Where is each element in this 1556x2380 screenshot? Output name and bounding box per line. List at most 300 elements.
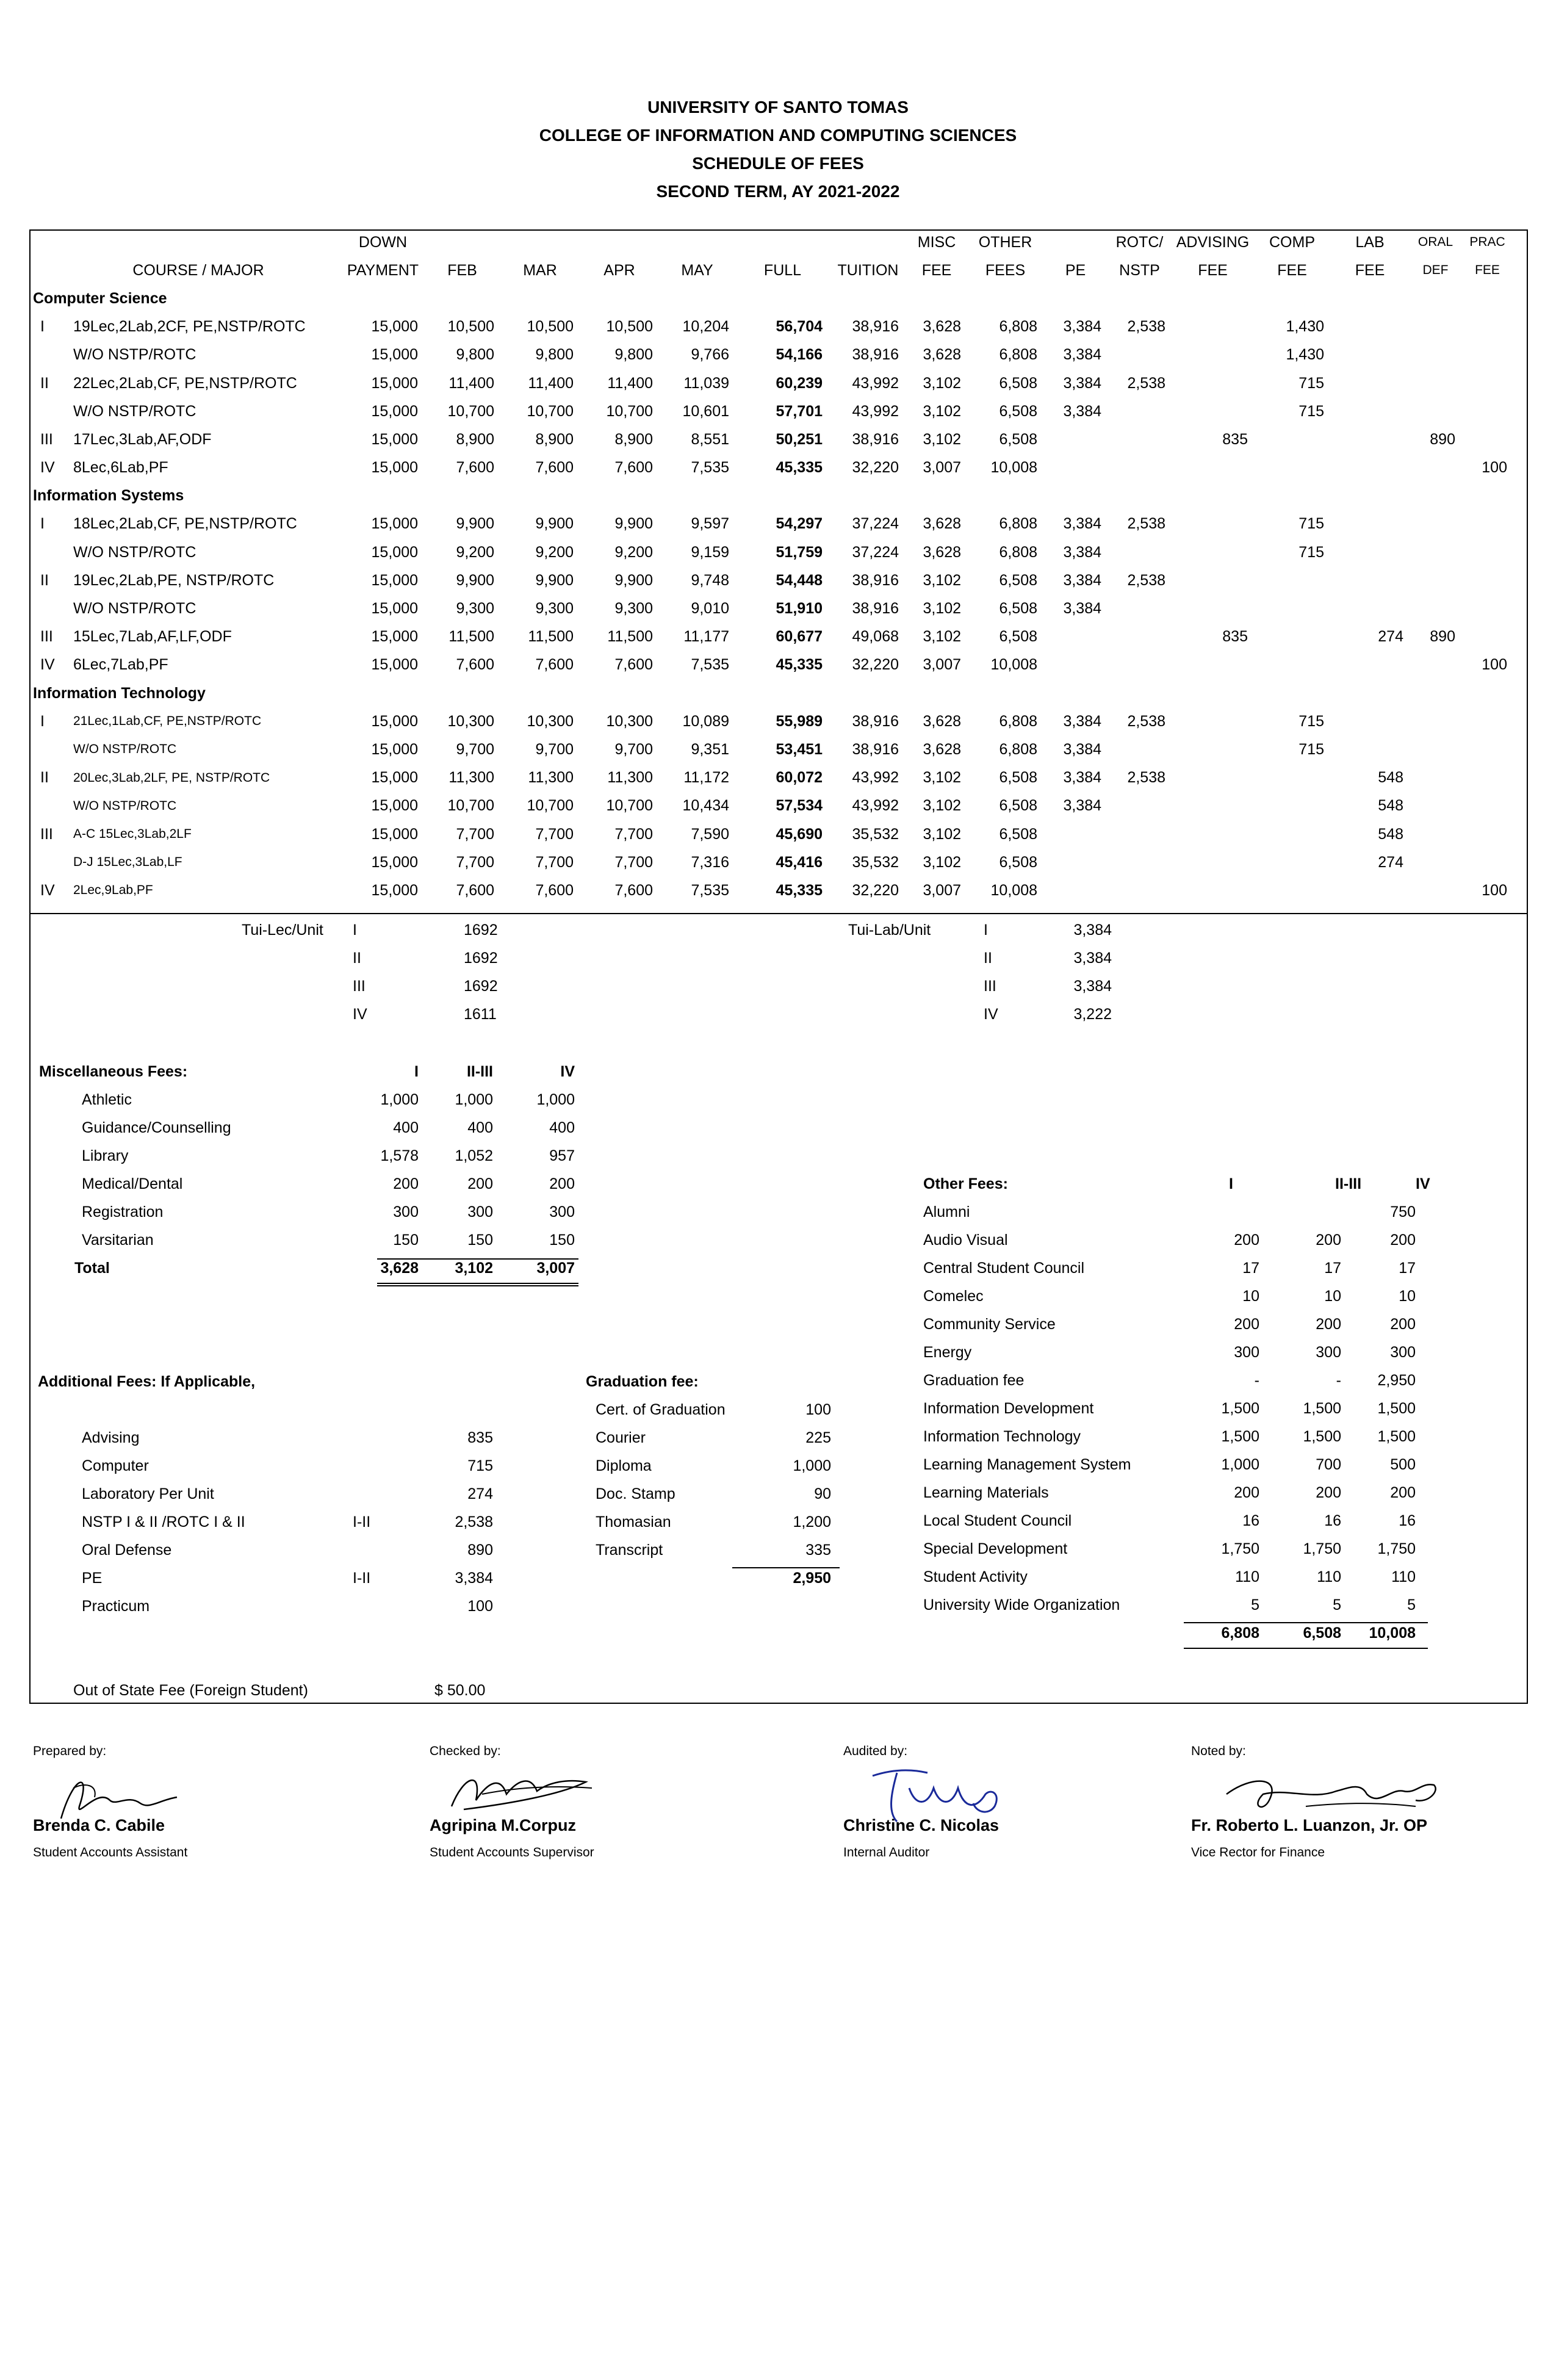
- course-cell: W/O NSTP/ROTC: [73, 742, 177, 757]
- oral-cell: 890: [1430, 430, 1455, 448]
- signatory-position: Student Accounts Assistant: [33, 1845, 188, 1859]
- lab-cell: [1330, 538, 1410, 566]
- additional-fee-name: PE: [82, 1570, 103, 1587]
- other-col-header: I: [1229, 1175, 1233, 1192]
- table-row: [31, 651, 1513, 679]
- oral-cell: [1410, 792, 1461, 820]
- other-fee-value: 200: [1234, 1316, 1259, 1333]
- apr-cell: 7,700: [614, 853, 653, 871]
- other-cell: 6,508: [999, 571, 1037, 589]
- apr-cell: 10,500: [606, 318, 653, 336]
- down-cell: 15,000: [371, 571, 418, 589]
- lab-cell: [1330, 651, 1410, 679]
- other-fee-value: 1,500: [1377, 1400, 1416, 1417]
- apr-cell: 10,700: [606, 797, 653, 815]
- lec-rate: 1692: [464, 950, 498, 967]
- prac-cell: [1461, 735, 1513, 763]
- may-cell: 9,766: [691, 346, 729, 364]
- misc-fee-value: 150: [549, 1231, 575, 1249]
- tuition-cell: 35,532: [852, 825, 899, 843]
- down-cell: 15,000: [371, 515, 418, 533]
- additional-fee-year: I-II: [353, 1570, 371, 1587]
- column-header: FEES: [985, 261, 1026, 279]
- table-row: [31, 735, 1513, 763]
- misc-fee-name: Medical/Dental: [82, 1175, 183, 1192]
- misc-total-value: 3,628: [380, 1260, 419, 1277]
- misc-fee-value: 300: [549, 1203, 575, 1221]
- rotc-cell: [1108, 594, 1172, 622]
- table-header-row: [31, 228, 1513, 256]
- adv-cell: [1172, 313, 1254, 341]
- feb-cell: 9,900: [456, 571, 494, 589]
- mar-cell: 7,700: [535, 853, 574, 871]
- apr-cell: 9,700: [614, 740, 653, 758]
- table-row: [31, 876, 1513, 904]
- misc-cell: 3,628: [923, 740, 961, 758]
- full-cell: 53,451: [776, 740, 823, 758]
- column-header: [500, 228, 580, 256]
- tui-lec-label: Tui-Lec/Unit: [242, 921, 323, 939]
- column-header: PRAC: [1469, 235, 1505, 250]
- tuition-cell: 38,916: [852, 600, 899, 618]
- other-fee-value: 750: [1390, 1203, 1416, 1221]
- oral-cell: [1410, 820, 1461, 848]
- down-cell: 15,000: [371, 600, 418, 618]
- additional-fee-name: NSTP I & II /ROTC I & II: [82, 1513, 245, 1531]
- other-cell: 6,508: [999, 374, 1037, 392]
- tuition-cell: 43,992: [852, 769, 899, 787]
- other-fee-value: 2,950: [1377, 1372, 1416, 1389]
- feb-cell: 9,200: [456, 543, 494, 561]
- graduation-item-name: Courier: [596, 1429, 646, 1446]
- column-header: PAYMENT: [347, 261, 419, 279]
- lab-year: III: [984, 978, 996, 995]
- pe-cell: 3,384: [1063, 374, 1101, 392]
- misc-total-rule-double: [377, 1285, 578, 1286]
- down-cell: 15,000: [371, 740, 418, 758]
- other-fee-name: University Wide Organization: [923, 1596, 1120, 1614]
- graduation-item-name: Diploma: [596, 1457, 652, 1474]
- may-cell: 11,172: [683, 769, 729, 787]
- rotc-cell: 2,538: [1127, 769, 1165, 787]
- column-header: [424, 228, 500, 256]
- feb-cell: 9,800: [456, 346, 494, 364]
- mar-cell: 9,200: [535, 543, 574, 561]
- down-cell: 15,000: [371, 769, 418, 787]
- tuition-cell: 38,916: [852, 571, 899, 589]
- other-fee-value: 17: [1399, 1260, 1416, 1277]
- rotc-cell: 2,538: [1127, 712, 1165, 730]
- other-fee-value: 10: [1324, 1288, 1341, 1305]
- additional-fee-name: Laboratory Per Unit: [82, 1485, 214, 1502]
- graduation-item-value: 1,200: [793, 1513, 831, 1531]
- full-cell: 57,701: [776, 402, 823, 420]
- column-header: MISC: [917, 233, 956, 251]
- section-title: Computer Science: [33, 289, 167, 307]
- column-header: NSTP: [1119, 261, 1160, 279]
- course-cell: W/O NSTP/ROTC: [73, 600, 196, 618]
- other-fee-name: Local Student Council: [923, 1512, 1072, 1529]
- may-cell: 9,159: [691, 543, 729, 561]
- year-level: I: [40, 515, 45, 533]
- column-header: MAR: [523, 261, 557, 279]
- lab-cell: [1330, 341, 1410, 369]
- other-fee-value: 10: [1242, 1288, 1259, 1305]
- full-cell: 45,335: [776, 656, 823, 674]
- down-cell: 15,000: [371, 797, 418, 815]
- year-level: [31, 341, 55, 369]
- misc-cell: 3,102: [923, 628, 961, 646]
- course-cell: 18Lec,2Lab,CF, PE,NSTP/ROTC: [73, 515, 297, 533]
- other-total-value: 6,508: [1303, 1625, 1341, 1642]
- other-fee-value: 1,750: [1377, 1540, 1416, 1557]
- misc-col-header: IV: [560, 1063, 575, 1080]
- course-cell: 22Lec,2Lab,CF, PE,NSTP/ROTC: [73, 374, 297, 392]
- other-fee-value: 200: [1390, 1231, 1416, 1249]
- pe-cell: 3,384: [1063, 769, 1101, 787]
- apr-cell: 9,900: [614, 571, 653, 589]
- table-row: [31, 707, 1513, 735]
- other-fee-name: Information Development: [923, 1400, 1094, 1417]
- prac-cell: [1461, 510, 1513, 538]
- lec-year: IV: [353, 1006, 367, 1023]
- rotc-cell: [1108, 341, 1172, 369]
- misc-total-value: 3,007: [536, 1260, 575, 1277]
- misc-fee-value: 300: [467, 1203, 493, 1221]
- apr-cell: 7,600: [614, 459, 653, 477]
- comp-cell: [1254, 651, 1330, 679]
- lab-rate: 3,384: [1073, 921, 1112, 939]
- table-row: [31, 313, 1513, 341]
- misc-fees-title: Miscellaneous Fees:: [39, 1063, 188, 1080]
- full-cell: 54,166: [776, 346, 823, 364]
- table-row: [31, 425, 1513, 453]
- year-level: IV: [40, 459, 55, 477]
- tuition-cell: 35,532: [852, 853, 899, 871]
- tuition-cell: 38,916: [852, 430, 899, 448]
- other-cell: 10,008: [990, 881, 1037, 899]
- tuition-cell: 32,220: [852, 881, 899, 899]
- pe-cell: [1043, 651, 1108, 679]
- additional-fee-name: Oral Defense: [82, 1542, 172, 1559]
- misc-cell: 3,102: [923, 402, 961, 420]
- may-cell: 7,535: [691, 881, 729, 899]
- pe-cell: 3,384: [1063, 740, 1101, 758]
- misc-cell: 3,628: [923, 712, 961, 730]
- down-cell: 15,000: [371, 402, 418, 420]
- fees-table: [31, 228, 1513, 905]
- graduation-item-name: Cert. of Graduation: [596, 1401, 726, 1418]
- other-total-rule-top: [1184, 1622, 1428, 1623]
- tuition-cell: 49,068: [852, 628, 899, 646]
- comp-cell: [1254, 848, 1330, 876]
- table-row: [31, 594, 1513, 622]
- misc-fee-name: Guidance/Counselling: [82, 1119, 231, 1136]
- rotc-cell: [1108, 820, 1172, 848]
- prac-cell: [1461, 792, 1513, 820]
- year-level: II: [40, 769, 49, 787]
- pe-cell: [1043, 454, 1108, 482]
- prac-cell: [1461, 313, 1513, 341]
- lab-year: I: [984, 921, 988, 939]
- lab-cell: 274: [1378, 853, 1403, 871]
- oral-cell: [1410, 764, 1461, 792]
- signatory-position: Vice Rector for Finance: [1191, 1845, 1325, 1859]
- rotc-cell: [1108, 397, 1172, 425]
- other-fee-name: Learning Management System: [923, 1456, 1131, 1473]
- comp-cell: [1254, 623, 1330, 651]
- other-fee-value: 300: [1234, 1344, 1259, 1361]
- course-cell: 8Lec,6Lab,PF: [73, 459, 168, 477]
- other-cell: 6,508: [999, 402, 1037, 420]
- comp-cell: 715: [1298, 740, 1324, 758]
- other-fee-value: 700: [1316, 1456, 1341, 1473]
- additional-fee-value: 715: [467, 1457, 493, 1474]
- other-fee-value: 17: [1324, 1260, 1341, 1277]
- pe-cell: 3,384: [1063, 571, 1101, 589]
- apr-cell: 9,900: [614, 515, 653, 533]
- mar-cell: 7,600: [535, 459, 574, 477]
- column-header: ORAL: [1417, 235, 1453, 250]
- year-level: IV: [40, 656, 55, 674]
- rotc-cell: [1108, 454, 1172, 482]
- other-fee-value: 300: [1316, 1344, 1341, 1361]
- comp-cell: [1254, 594, 1330, 622]
- other-fee-value: 200: [1390, 1484, 1416, 1501]
- may-cell: 10,204: [682, 318, 729, 336]
- misc-fee-value: 1,052: [455, 1147, 493, 1164]
- column-header: FEE: [1475, 263, 1500, 278]
- course-cell: 2Lec,9Lab,PF: [73, 883, 153, 898]
- lec-rate: 1611: [464, 1006, 497, 1023]
- signature-scribble-nicolas: [854, 1751, 1013, 1831]
- feb-cell: 7,600: [456, 459, 494, 477]
- feb-cell: 11,300: [448, 769, 494, 787]
- other-fee-value: 200: [1316, 1316, 1341, 1333]
- full-cell: 60,072: [776, 769, 823, 787]
- comp-cell: 715: [1298, 712, 1324, 730]
- additional-fee-year: I-II: [353, 1513, 371, 1531]
- comp-cell: 715: [1298, 543, 1324, 561]
- oral-cell: [1410, 651, 1461, 679]
- column-header: [580, 228, 659, 256]
- may-cell: 10,434: [682, 797, 729, 815]
- other-fee-name: Special Development: [923, 1540, 1068, 1557]
- misc-cell: 3,102: [923, 430, 961, 448]
- may-cell: 7,535: [691, 656, 729, 674]
- graduation-total-value: 2,950: [793, 1570, 831, 1587]
- tuition-cell: 43,992: [852, 797, 899, 815]
- graduation-item-name: Transcript: [596, 1542, 663, 1559]
- down-cell: 15,000: [371, 459, 418, 477]
- course-cell: 17Lec,3Lab,AF,ODF: [73, 430, 212, 448]
- prac-cell: [1461, 820, 1513, 848]
- course-cell: 15Lec,7Lab,AF,LF,ODF: [73, 628, 232, 646]
- may-cell: 9,351: [691, 740, 729, 758]
- down-cell: 15,000: [371, 374, 418, 392]
- lab-rate: 3,222: [1073, 1006, 1112, 1023]
- misc-fee-value: 400: [467, 1119, 493, 1136]
- feb-cell: 11,500: [448, 628, 494, 646]
- other-cell: 6,808: [999, 318, 1037, 336]
- misc-fee-value: 300: [393, 1203, 419, 1221]
- apr-cell: 10,700: [606, 402, 653, 420]
- misc-fee-name: Registration: [82, 1203, 164, 1221]
- misc-cell: 3,102: [923, 600, 961, 618]
- lab-cell: [1330, 566, 1410, 594]
- rotc-cell: [1108, 848, 1172, 876]
- rotc-cell: [1108, 792, 1172, 820]
- column-header: OTHER: [978, 233, 1032, 251]
- mar-cell: 9,800: [535, 346, 574, 364]
- pe-cell: 3,384: [1063, 600, 1101, 618]
- rotc-cell: [1108, 876, 1172, 904]
- rotc-cell: [1108, 651, 1172, 679]
- column-header: PE: [1065, 261, 1086, 279]
- year-level: [31, 538, 55, 566]
- mar-cell: 11,300: [528, 769, 574, 787]
- mar-cell: 9,900: [535, 515, 574, 533]
- oral-cell: [1410, 707, 1461, 735]
- column-header: [659, 228, 735, 256]
- graduation-total-rule: [732, 1567, 840, 1568]
- other-total-rule-bottom: [1184, 1648, 1428, 1649]
- signature-caption: Audited by:: [843, 1744, 908, 1758]
- misc-fee-name: Varsitarian: [82, 1231, 154, 1249]
- year-level: [31, 792, 55, 820]
- tuition-cell: 32,220: [852, 459, 899, 477]
- course-cell: 19Lec,2Lab,PE, NSTP/ROTC: [73, 571, 275, 589]
- course-cell: D-J 15Lec,3Lab,LF: [73, 855, 182, 870]
- feb-cell: 7,700: [456, 825, 494, 843]
- other-fee-name: Community Service: [923, 1316, 1056, 1333]
- full-cell: 45,690: [776, 825, 823, 843]
- column-header: APR: [603, 261, 635, 279]
- may-cell: 10,089: [682, 712, 729, 730]
- mar-cell: 10,700: [527, 797, 574, 815]
- lab-cell: [1330, 425, 1410, 453]
- misc-cell: 3,102: [923, 825, 961, 843]
- column-header: ROTC/: [1115, 233, 1164, 251]
- comp-cell: [1254, 792, 1330, 820]
- graduation-item-value: 100: [805, 1401, 831, 1418]
- lab-rate: 3,384: [1073, 978, 1112, 995]
- additional-fee-value: 2,538: [455, 1513, 493, 1531]
- misc-total-rule-bottom: [377, 1283, 578, 1284]
- lab-cell: [1330, 313, 1410, 341]
- lab-cell: [1330, 707, 1410, 735]
- column-header: FEE: [921, 261, 952, 279]
- other-cell: 10,008: [990, 459, 1037, 477]
- full-cell: 54,297: [776, 515, 823, 533]
- year-level: I: [40, 712, 45, 730]
- other-fee-name: Central Student Council: [923, 1260, 1085, 1277]
- pe-cell: 3,384: [1063, 543, 1101, 561]
- comp-cell: [1254, 454, 1330, 482]
- course-cell: W/O NSTP/ROTC: [73, 346, 196, 364]
- pe-cell: 3,384: [1063, 515, 1101, 533]
- year-level: I: [40, 318, 45, 336]
- feb-cell: 9,700: [456, 740, 494, 758]
- lab-year: IV: [984, 1006, 998, 1023]
- other-cell: 6,808: [999, 543, 1037, 561]
- other-fee-value: 1,500: [1303, 1400, 1341, 1417]
- prac-cell: [1461, 369, 1513, 397]
- rotc-cell: 2,538: [1127, 515, 1165, 533]
- oral-cell: [1410, 538, 1461, 566]
- other-fee-value: 5: [1333, 1596, 1341, 1614]
- other-fee-value: 200: [1390, 1316, 1416, 1333]
- lec-rate: 1692: [464, 978, 498, 995]
- table-row: [31, 566, 1513, 594]
- down-cell: 15,000: [371, 853, 418, 871]
- may-cell: 9,010: [691, 600, 729, 618]
- other-fee-value: -: [1254, 1372, 1259, 1389]
- oral-cell: 890: [1430, 628, 1455, 646]
- graduation-item-value: 90: [814, 1485, 831, 1502]
- column-header: LAB: [1355, 233, 1385, 251]
- misc-cell: 3,102: [923, 769, 961, 787]
- table-bottom-rule: [29, 913, 1528, 914]
- graduation-item-name: Thomasian: [596, 1513, 671, 1531]
- misc-fee-value: 400: [549, 1119, 575, 1136]
- prac-cell: [1461, 623, 1513, 651]
- other-cell: 6,508: [999, 825, 1037, 843]
- other-fee-value: 5: [1251, 1596, 1259, 1614]
- feb-cell: 9,300: [456, 600, 494, 618]
- other-cell: 6,508: [999, 600, 1037, 618]
- other-fee-value: 5: [1407, 1596, 1416, 1614]
- tuition-cell: 38,916: [852, 346, 899, 364]
- other-fee-value: 1,500: [1221, 1428, 1259, 1445]
- feb-cell: 10,700: [447, 402, 494, 420]
- adv-cell: [1172, 594, 1254, 622]
- lab-year: II: [984, 950, 992, 967]
- misc-cell: 3,007: [923, 459, 961, 477]
- lab-cell: [1330, 735, 1410, 763]
- apr-cell: 11,500: [607, 628, 653, 646]
- may-cell: 8,551: [691, 430, 729, 448]
- graduation-item-value: 335: [805, 1542, 831, 1559]
- oral-cell: [1410, 594, 1461, 622]
- prac-cell: [1461, 764, 1513, 792]
- other-cell: 6,808: [999, 740, 1037, 758]
- other-fee-value: 110: [1391, 1568, 1416, 1585]
- pe-cell: [1043, 848, 1108, 876]
- mar-cell: 9,900: [535, 571, 574, 589]
- lab-cell: 548: [1378, 825, 1403, 843]
- may-cell: 10,601: [682, 402, 729, 420]
- other-cell: 6,808: [999, 712, 1037, 730]
- prac-cell: 100: [1482, 656, 1507, 674]
- tuition-cell: 43,992: [852, 402, 899, 420]
- lab-cell: [1330, 454, 1410, 482]
- course-cell: W/O NSTP/ROTC: [73, 543, 196, 561]
- other-fee-name: Information Technology: [923, 1428, 1081, 1445]
- adv-cell: [1172, 397, 1254, 425]
- misc-col-header: I: [414, 1063, 419, 1080]
- full-cell: 60,239: [776, 374, 823, 392]
- rotc-cell: [1108, 735, 1172, 763]
- tuition-cell: 32,220: [852, 656, 899, 674]
- misc-total-label: Total: [74, 1260, 110, 1277]
- mar-cell: 8,900: [535, 430, 574, 448]
- tuition-cell: 38,916: [852, 740, 899, 758]
- term-title: SECOND TERM, AY 2021-2022: [656, 182, 900, 201]
- misc-cell: 3,102: [923, 374, 961, 392]
- misc-fee-value: 150: [393, 1231, 419, 1249]
- other-cell: 6,808: [999, 346, 1037, 364]
